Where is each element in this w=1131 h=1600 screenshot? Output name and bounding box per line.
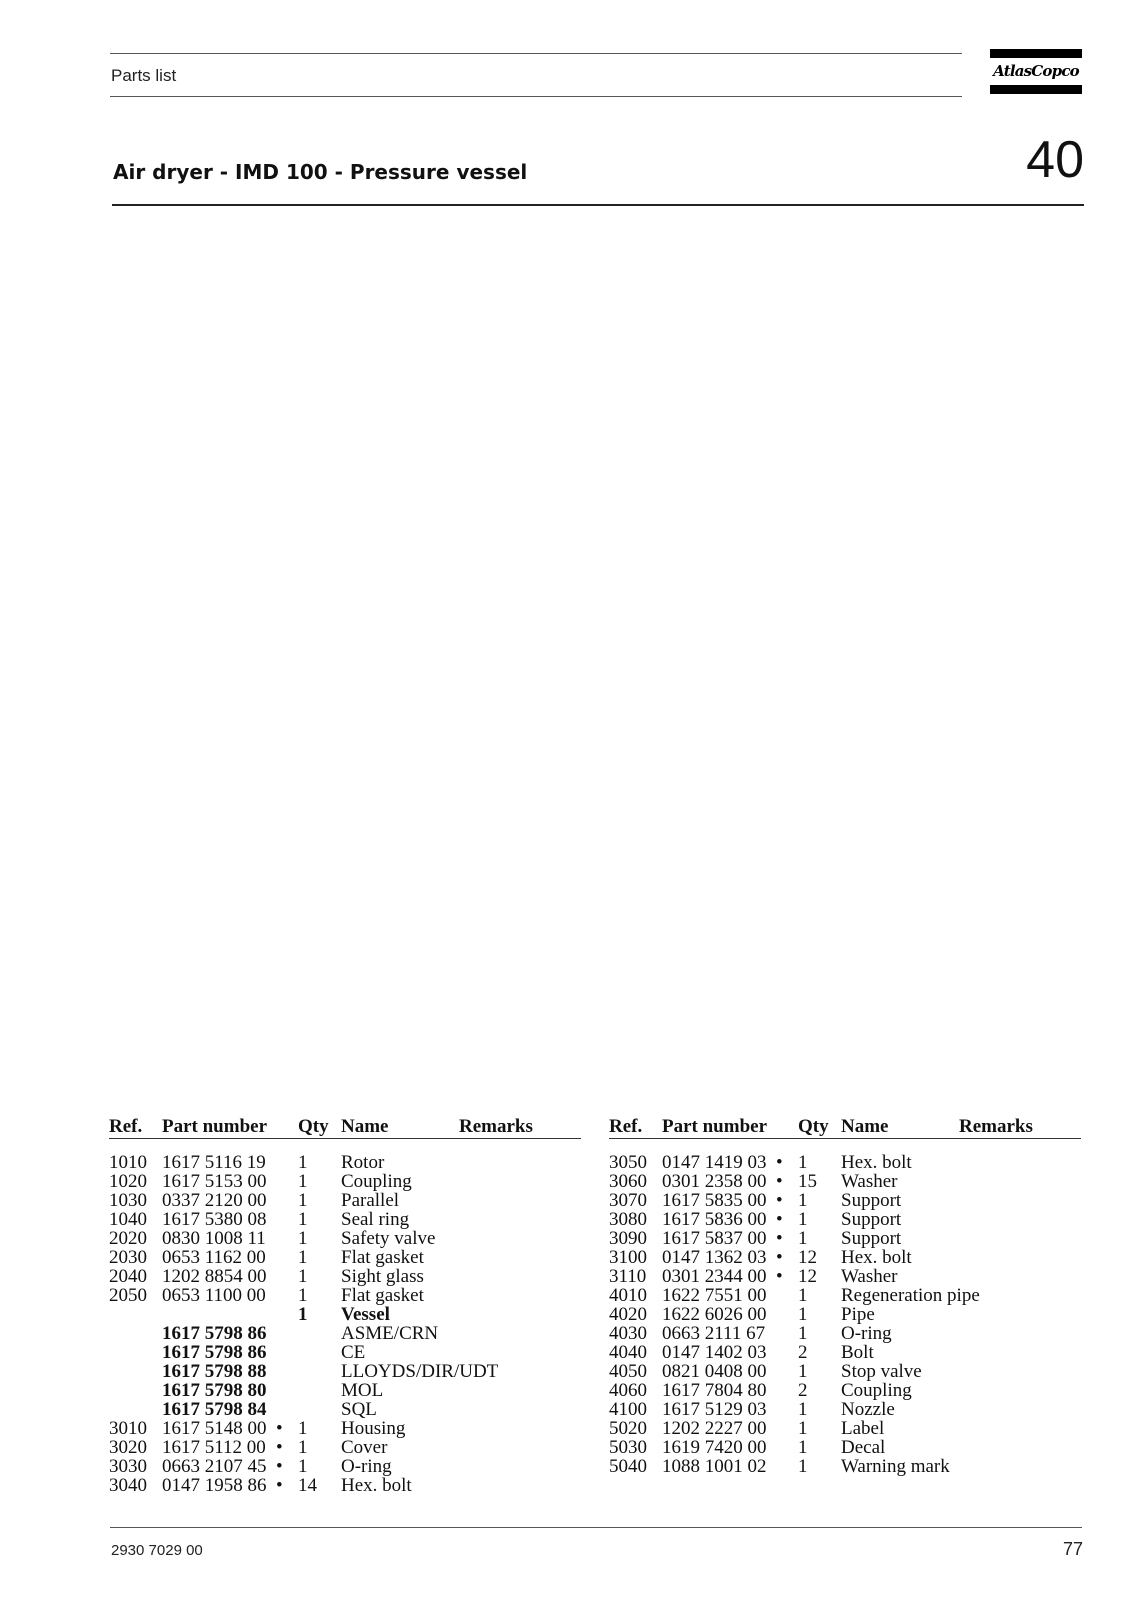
- qty-cell: 1: [298, 1456, 308, 1477]
- name-cell: Hex. bolt: [841, 1152, 912, 1173]
- col-name: Name: [841, 1116, 889, 1137]
- ref-cell: 3070: [609, 1190, 647, 1211]
- header-label: Parts list: [111, 66, 177, 85]
- ref-cell: 4060: [609, 1380, 647, 1401]
- qty-cell: 12: [798, 1247, 817, 1268]
- ref-cell: 3010: [109, 1418, 147, 1439]
- name-cell: Support: [841, 1228, 902, 1249]
- table-row: [109, 1305, 581, 1324]
- ref-cell: 1020: [109, 1171, 147, 1192]
- part-number-cell: 0147 1419 03: [662, 1152, 767, 1173]
- part-number-cell: 0147 1402 03: [662, 1342, 767, 1363]
- ref-cell: 4030: [609, 1323, 647, 1344]
- ref-cell: 3040: [109, 1475, 147, 1496]
- qty-cell: 1: [798, 1437, 808, 1458]
- ref-cell: 4050: [609, 1361, 647, 1382]
- part-number-cell: 1617 5129 03: [662, 1399, 767, 1420]
- table-row: [609, 1457, 1081, 1476]
- table-row: [109, 1248, 581, 1267]
- name-cell: Label: [841, 1418, 885, 1439]
- table-row: [109, 1381, 581, 1400]
- part-number-cell: 1617 5148 00: [162, 1418, 267, 1439]
- table-header: [109, 1116, 581, 1139]
- table-header: [609, 1116, 1081, 1139]
- qty-cell: 12: [798, 1266, 817, 1287]
- part-number-cell: 1617 5798 84: [162, 1399, 267, 1420]
- qty-cell: 1: [798, 1190, 808, 1211]
- table-row: [109, 1153, 581, 1172]
- table-row: [609, 1229, 1081, 1248]
- bullet-mark: •: [776, 1266, 783, 1287]
- name-cell: Hex. bolt: [341, 1475, 412, 1496]
- name-cell: Stop valve: [841, 1361, 922, 1382]
- qty-cell: 1: [798, 1228, 808, 1249]
- part-number-cell: 1617 5798 88: [162, 1361, 267, 1382]
- bullet-mark: •: [776, 1209, 783, 1230]
- name-cell: ASME/CRN: [341, 1323, 439, 1344]
- col-remarks: Remarks: [459, 1116, 533, 1137]
- bullet-mark: •: [776, 1247, 783, 1268]
- part-number-cell: 1617 5836 00: [662, 1209, 767, 1230]
- ref-cell: 1010: [109, 1152, 147, 1173]
- name-cell: Support: [841, 1190, 902, 1211]
- table-row: [609, 1153, 1081, 1172]
- name-cell: CE: [341, 1342, 366, 1363]
- part-number-cell: 0830 1008 11: [162, 1228, 266, 1249]
- bullet-mark: •: [776, 1152, 783, 1173]
- name-cell: O-ring: [341, 1456, 392, 1477]
- document-number: 2930 7029 00: [111, 1542, 203, 1559]
- qty-cell: 1: [798, 1152, 808, 1173]
- name-cell: Nozzle: [841, 1399, 895, 1420]
- table-row: [609, 1419, 1081, 1438]
- part-number-cell: 1617 5380 08: [162, 1209, 267, 1230]
- ref-cell: 1030: [109, 1190, 147, 1211]
- qty-cell: 2: [798, 1380, 808, 1401]
- table-row: [109, 1267, 581, 1286]
- table-row: [609, 1362, 1081, 1381]
- part-number-cell: 0147 1362 03: [662, 1247, 767, 1268]
- name-cell: Housing: [341, 1418, 406, 1439]
- ref-cell: 3020: [109, 1437, 147, 1458]
- part-number-cell: 1617 5798 86: [162, 1323, 267, 1344]
- qty-cell: 1: [298, 1418, 308, 1439]
- table-row: [609, 1191, 1081, 1210]
- col-remarks: Remarks: [959, 1116, 1033, 1137]
- part-number-cell: 0337 2120 00: [162, 1190, 267, 1211]
- ref-cell: 3090: [609, 1228, 647, 1249]
- qty-cell: 1: [298, 1190, 308, 1211]
- ref-cell: 3100: [609, 1247, 647, 1268]
- part-number-cell: 1617 5112 00: [162, 1437, 266, 1458]
- name-cell: Coupling: [341, 1171, 412, 1192]
- bullet-mark: •: [776, 1228, 783, 1249]
- table-row: [609, 1286, 1081, 1305]
- table-row: [609, 1172, 1081, 1191]
- part-number-cell: 1617 5798 80: [162, 1380, 267, 1401]
- table-row: [609, 1381, 1081, 1400]
- part-number-cell: 1619 7420 00: [662, 1437, 767, 1458]
- name-cell: Coupling: [841, 1380, 912, 1401]
- qty-cell: 1: [798, 1209, 808, 1230]
- ref-cell: 3080: [609, 1209, 647, 1230]
- table-row: [109, 1172, 581, 1191]
- ref-cell: 2050: [109, 1285, 147, 1306]
- name-cell: SQL: [341, 1399, 377, 1420]
- table-row: [609, 1210, 1081, 1229]
- part-number-cell: 0663 2111 67: [662, 1323, 766, 1344]
- bullet-mark: •: [276, 1437, 283, 1458]
- ref-cell: 4020: [609, 1304, 647, 1325]
- name-cell: Flat gasket: [341, 1285, 424, 1306]
- name-cell: Seal ring: [341, 1209, 410, 1230]
- part-number-cell: 0821 0408 00: [662, 1361, 767, 1382]
- name-cell: Washer: [841, 1171, 898, 1192]
- part-number-cell: 1202 2227 00: [662, 1418, 767, 1439]
- ref-cell: 4100: [609, 1399, 647, 1420]
- qty-cell: 1: [298, 1437, 308, 1458]
- footer-rule: [110, 1527, 1082, 1528]
- qty-cell: 1: [298, 1209, 308, 1230]
- table-row: [109, 1438, 581, 1457]
- table-row: [609, 1267, 1081, 1286]
- name-cell: Warning mark: [841, 1456, 950, 1477]
- part-number-cell: 1622 6026 00: [662, 1304, 767, 1325]
- ref-cell: 4010: [609, 1285, 647, 1306]
- qty-cell: 15: [798, 1171, 817, 1192]
- page-number: 77: [1062, 1539, 1083, 1559]
- name-cell: Flat gasket: [341, 1247, 424, 1268]
- ref-cell: 5020: [609, 1418, 647, 1439]
- table-row: [609, 1438, 1081, 1457]
- table-row: [109, 1400, 581, 1419]
- part-number-cell: 0653 1162 00: [162, 1247, 266, 1268]
- part-number-cell: 1617 5798 86: [162, 1342, 267, 1363]
- name-cell: MOL: [341, 1380, 384, 1401]
- bullet-mark: •: [276, 1475, 283, 1496]
- part-number-cell: 1202 8854 00: [162, 1266, 267, 1287]
- qty-cell: 14: [298, 1475, 317, 1496]
- qty-cell: 1: [798, 1399, 808, 1420]
- ref-cell: 3050: [609, 1152, 647, 1173]
- header-top-rule: [110, 53, 962, 54]
- part-number-cell: 1617 5837 00: [662, 1228, 767, 1249]
- qty-cell: 1: [798, 1418, 808, 1439]
- table-row: [609, 1305, 1081, 1324]
- bullet-mark: •: [776, 1171, 783, 1192]
- part-number-cell: 1617 5116 19: [162, 1152, 266, 1173]
- qty-cell: 1: [798, 1304, 808, 1325]
- col-ref: Ref.: [109, 1116, 143, 1137]
- bullet-mark: •: [776, 1190, 783, 1211]
- table-row: [109, 1476, 581, 1495]
- ref-cell: 5030: [609, 1437, 647, 1458]
- qty-cell: 1: [298, 1266, 308, 1287]
- qty-cell: 1: [798, 1456, 808, 1477]
- table-row: [109, 1343, 581, 1362]
- bullet-mark: •: [276, 1456, 283, 1477]
- qty-cell: 2: [798, 1342, 808, 1363]
- name-cell: Vessel: [341, 1304, 390, 1325]
- ref-cell: 2040: [109, 1266, 147, 1287]
- title-rule: [112, 204, 1084, 206]
- part-number-cell: 1617 7804 80: [662, 1380, 767, 1401]
- part-number-cell: 1617 5153 00: [162, 1171, 267, 1192]
- name-cell: Regeneration pipe: [841, 1285, 980, 1306]
- table-row: [109, 1210, 581, 1229]
- col-qty: Qty: [298, 1116, 329, 1137]
- col-part-number: Part number: [662, 1116, 768, 1137]
- name-cell: Parallel: [341, 1190, 400, 1211]
- parts-table-left: [109, 1116, 581, 1495]
- table-body: [609, 1153, 1081, 1476]
- header-bottom-rule: [110, 96, 962, 97]
- part-number-cell: 1617 5835 00: [662, 1190, 767, 1211]
- table-row: [609, 1343, 1081, 1362]
- col-name: Name: [341, 1116, 389, 1137]
- section-number: 40: [1026, 131, 1084, 189]
- ref-cell: 2020: [109, 1228, 147, 1249]
- table-row: [109, 1286, 581, 1305]
- table-row: [609, 1400, 1081, 1419]
- name-cell: Sight glass: [341, 1266, 424, 1287]
- qty-cell: 1: [798, 1323, 808, 1344]
- table-row: [109, 1362, 581, 1381]
- name-cell: Hex. bolt: [841, 1247, 912, 1268]
- part-number-cell: 0653 1100 00: [162, 1285, 266, 1306]
- part-number-cell: 0301 2358 00: [662, 1171, 767, 1192]
- ref-cell: 3060: [609, 1171, 647, 1192]
- logo-text: AtlasCopco: [993, 62, 1079, 80]
- atlas-copco-logo: [990, 49, 1082, 94]
- table-row: [109, 1324, 581, 1343]
- qty-cell: 1: [298, 1304, 308, 1325]
- col-part-number: Part number: [162, 1116, 268, 1137]
- qty-cell: 1: [298, 1152, 308, 1173]
- name-cell: Rotor: [341, 1152, 385, 1173]
- table-row: [109, 1419, 581, 1438]
- name-cell: Bolt: [841, 1342, 874, 1363]
- ref-cell: 4040: [609, 1342, 647, 1363]
- col-ref: Ref.: [609, 1116, 643, 1137]
- part-number-cell: 1088 1001 02: [662, 1456, 767, 1477]
- qty-cell: 1: [298, 1247, 308, 1268]
- qty-cell: 1: [298, 1228, 308, 1249]
- qty-cell: 1: [298, 1171, 308, 1192]
- table-row: [609, 1324, 1081, 1343]
- part-number-cell: 0301 2344 00: [662, 1266, 767, 1287]
- qty-cell: 1: [798, 1285, 808, 1306]
- parts-table-right: [609, 1116, 1081, 1476]
- name-cell: Cover: [341, 1437, 388, 1458]
- name-cell: LLOYDS/DIR/UDT: [341, 1361, 499, 1382]
- name-cell: Support: [841, 1209, 902, 1230]
- table-body: [109, 1153, 581, 1495]
- table-row: [109, 1457, 581, 1476]
- part-number-cell: 1622 7551 00: [662, 1285, 767, 1306]
- part-number-cell: 0147 1958 86: [162, 1475, 267, 1496]
- ref-cell: 2030: [109, 1247, 147, 1268]
- ref-cell: 3110: [609, 1266, 647, 1287]
- name-cell: Decal: [841, 1437, 886, 1458]
- name-cell: Washer: [841, 1266, 898, 1287]
- ref-cell: 5040: [609, 1456, 647, 1477]
- table-row: [609, 1248, 1081, 1267]
- table-row: [109, 1191, 581, 1210]
- page-title: Air dryer - IMD 100 - Pressure vessel: [113, 160, 528, 184]
- part-number-cell: 0663 2107 45: [162, 1456, 267, 1477]
- name-cell: Safety valve: [341, 1228, 436, 1249]
- table-row: [109, 1229, 581, 1248]
- bullet-mark: •: [276, 1418, 283, 1439]
- name-cell: O-ring: [841, 1323, 892, 1344]
- col-qty: Qty: [798, 1116, 829, 1137]
- ref-cell: 3030: [109, 1456, 147, 1477]
- qty-cell: 1: [298, 1285, 308, 1306]
- name-cell: Pipe: [841, 1304, 875, 1325]
- qty-cell: 1: [798, 1361, 808, 1382]
- ref-cell: 1040: [109, 1209, 147, 1230]
